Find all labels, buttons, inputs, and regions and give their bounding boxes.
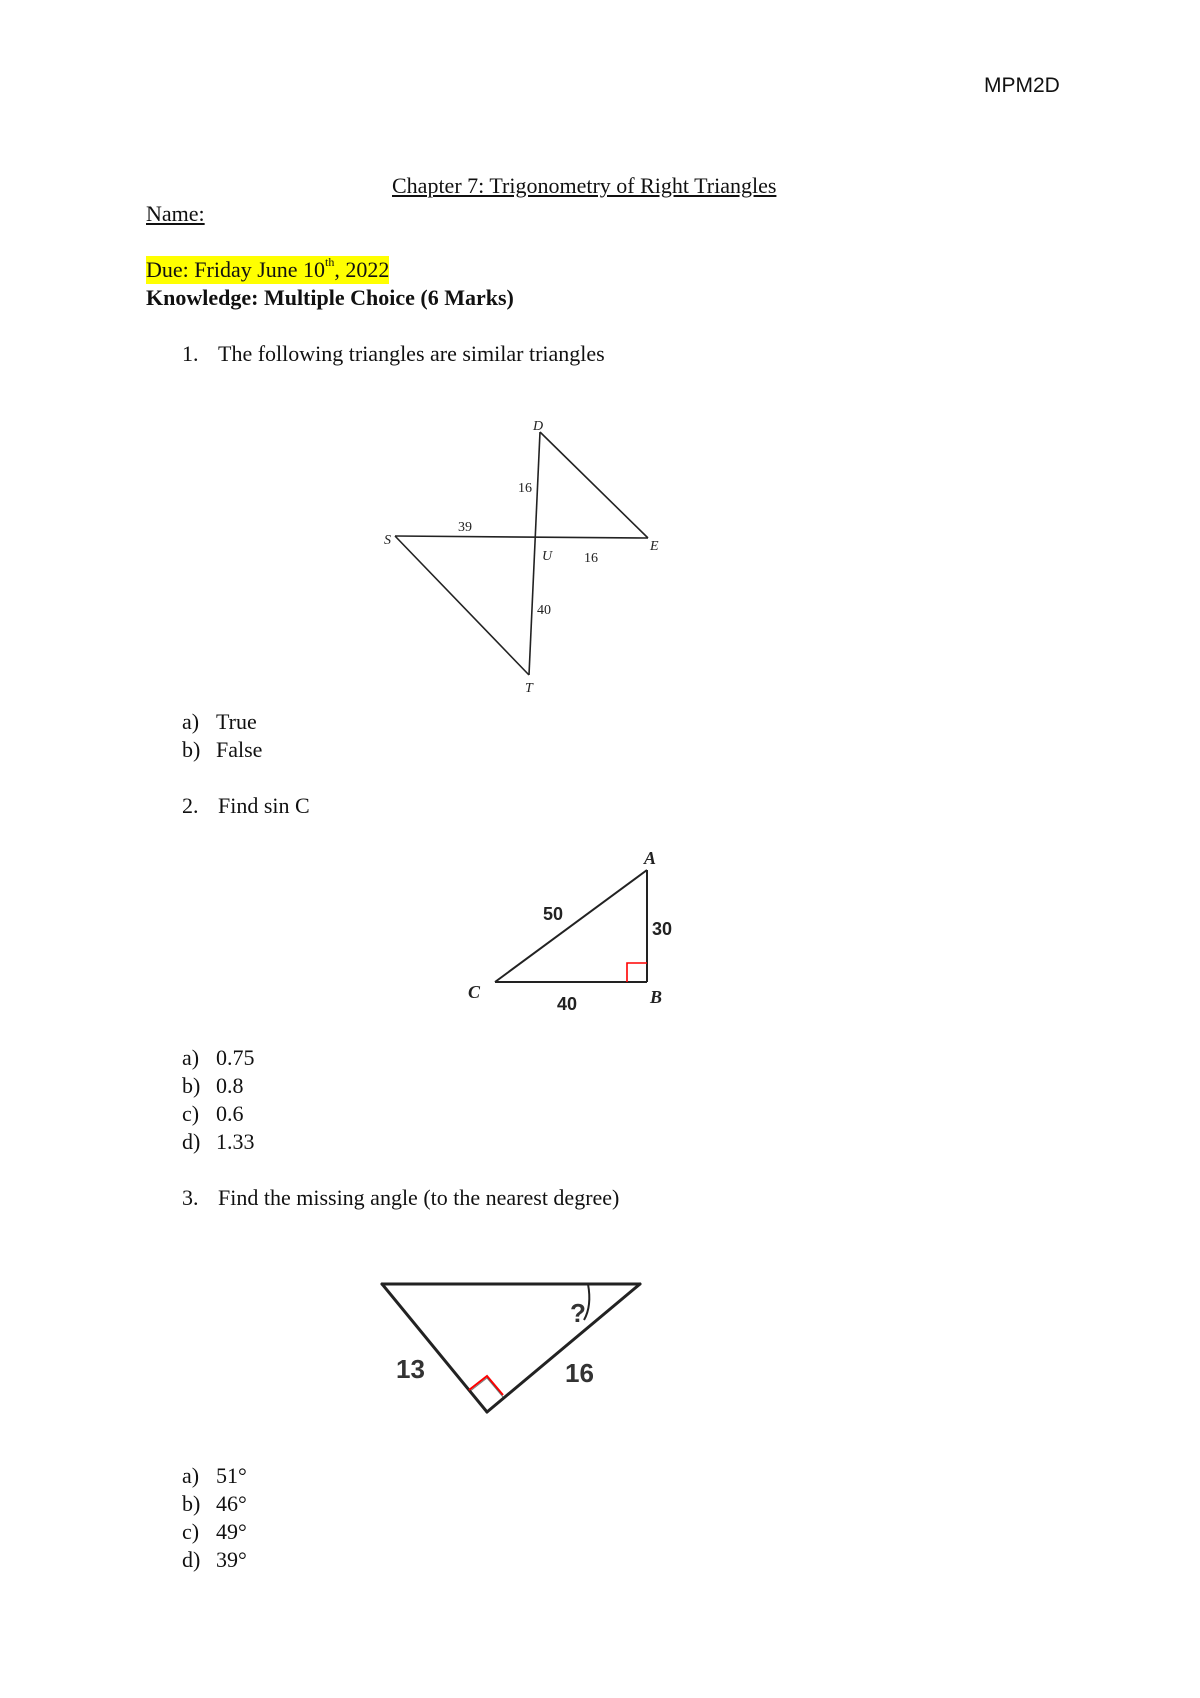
option-letter: c) <box>182 1519 200 1544</box>
due-date-year: , 2022 <box>334 257 390 282</box>
question-2-option-b <box>182 1072 244 1100</box>
option-letter: a) <box>182 1045 200 1070</box>
due-date-sup: th <box>325 255 335 269</box>
option-text: 51° <box>216 1463 247 1488</box>
option-text: 0.6 <box>216 1101 244 1126</box>
right-triangle-abc-diagram <box>460 840 690 1020</box>
due-date <box>146 256 389 284</box>
side-ca <box>495 870 647 982</box>
line-de <box>540 432 648 538</box>
option-text: 46° <box>216 1491 247 1516</box>
option-letter: b) <box>182 1491 201 1516</box>
unknown-angle-label: ? <box>570 1298 586 1328</box>
question-3-option-c <box>182 1518 247 1546</box>
question-3-option-a <box>182 1462 247 1490</box>
vertex-label-d: D <box>533 419 544 434</box>
vertex-label-t: T <box>525 681 533 696</box>
vertex-label-u: U <box>542 549 553 564</box>
page-title: Chapter 7: Trigonometry of Right Triangles <box>392 173 777 198</box>
side-label-right: 16 <box>565 1358 594 1388</box>
right-angle-marker <box>627 963 647 982</box>
length-label-ue: 16 <box>584 551 598 566</box>
option-text: 1.33 <box>216 1129 255 1154</box>
section-heading: Knowledge: Multiple Choice (6 Marks) <box>146 285 514 310</box>
option-text: False <box>216 737 263 762</box>
question-3-option-d <box>182 1546 247 1574</box>
option-text: True <box>216 709 257 734</box>
question-3-option-b <box>182 1490 247 1518</box>
similar-triangles-diagram <box>370 415 670 700</box>
side-label-hypotenuse: 50 <box>543 904 564 924</box>
due-date-text: Due: Friday June 10 <box>146 257 326 282</box>
vertex-label-c: C <box>468 982 481 1002</box>
question-1-option-b <box>182 736 262 764</box>
question-2-option-d <box>182 1128 255 1156</box>
question-1-option-a <box>182 708 257 736</box>
option-text: 49° <box>216 1519 247 1544</box>
vertex-label-s: S <box>384 533 391 548</box>
line-se <box>395 536 648 538</box>
missing-angle-triangle-diagram <box>370 1270 650 1430</box>
option-letter: c) <box>182 1101 200 1126</box>
question-1-text: The following triangles are similar triangles <box>218 341 605 366</box>
question-2-number: 2. <box>182 793 199 818</box>
option-text: 0.8 <box>216 1073 244 1098</box>
length-label-su: 39 <box>458 520 472 535</box>
length-label-ut: 40 <box>537 603 551 618</box>
question-3-text: Find the missing angle (to the nearest degree) <box>218 1185 620 1210</box>
side-label-opposite: 30 <box>652 919 673 939</box>
option-letter: a) <box>182 1463 200 1488</box>
right-side <box>487 1284 640 1412</box>
vertex-label-b: B <box>650 987 663 1007</box>
option-letter: d) <box>182 1547 201 1572</box>
option-letter: d) <box>182 1129 201 1154</box>
option-letter: b) <box>182 737 201 762</box>
question-1-number: 1. <box>182 341 199 366</box>
side-label-adjacent: 40 <box>557 994 578 1014</box>
question-3-number: 3. <box>182 1185 199 1210</box>
length-label-du: 16 <box>518 481 532 496</box>
question-2-option-a <box>182 1044 255 1072</box>
question-2-option-c <box>182 1100 244 1128</box>
vertex-label-a: A <box>644 848 657 868</box>
option-letter: a) <box>182 709 200 734</box>
vertex-label-e: E <box>650 539 659 554</box>
line-dt <box>529 432 540 675</box>
option-text: 0.75 <box>216 1045 255 1070</box>
line-st <box>395 536 529 675</box>
course-code: MPM2D <box>984 74 1060 97</box>
name-label: Name: <box>146 201 205 226</box>
question-2-text: Find sin C <box>218 793 310 818</box>
option-text: 39° <box>216 1547 247 1572</box>
option-letter: b) <box>182 1073 201 1098</box>
side-label-left: 13 <box>396 1354 425 1384</box>
left-side <box>382 1284 487 1412</box>
